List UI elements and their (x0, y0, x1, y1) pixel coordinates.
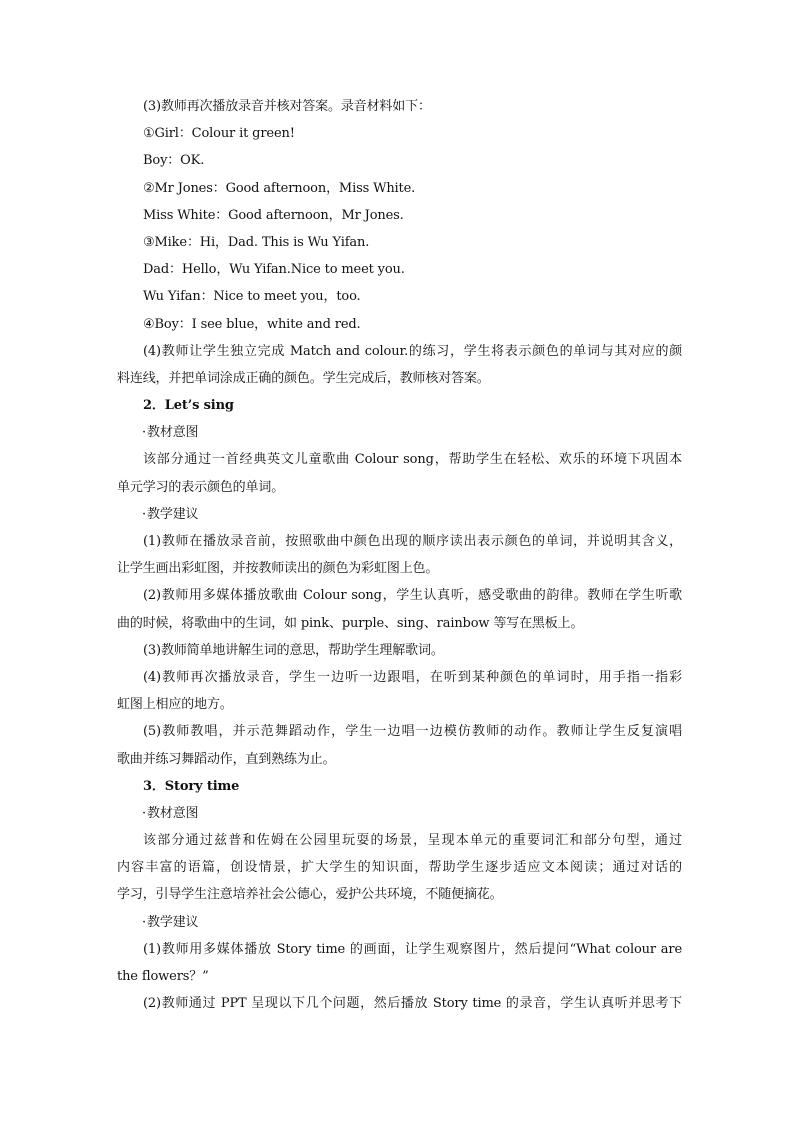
text-line: Wu Yifan：Nice to meet you，too. (143, 289, 361, 305)
text-line: 让学生画出彩虹图，并按教师读出的颜色为彩虹图上色。 (117, 561, 439, 577)
text-line: ①Girl：Colour it green! (143, 126, 295, 142)
text-line: 学习，引导学生注意培养社会公德心，爱护公共环境，不随便摘花。 (117, 887, 503, 903)
text-line: (4)教师再次播放录音，学生一边听一边跟唱，在听到某种颜色的单词时，用手指一指彩 (143, 669, 682, 685)
document-page (117, 93, 682, 1017)
text-line: 料连线，并把单词涂成正确的颜色。学生完成后，教师核对答案。 (117, 370, 490, 386)
text-line: 内容丰富的语篇，创设情景，扩大学生的知识面，帮助学生逐步适应文本阅读；通过对话的 (117, 860, 682, 876)
subheading-intent: · 教材意图 (117, 419, 682, 446)
section-heading-story-time: 3．Story time (143, 778, 240, 794)
text-line: (3)教师简单地讲解生词的意思，帮助学生理解歌词。 (143, 642, 444, 658)
text-line: 歌曲并练习舞蹈动作，直到熟练为止。 (117, 751, 336, 767)
text-line: (3)教师再次播放录音并核对答案。录音材料如下： (143, 99, 431, 114)
text-line: (5)教师教唱，并示范舞蹈动作，学生一边唱一边模仿教师的动作。教师让学生反复演唱 (143, 724, 682, 740)
text-line: 曲的时候，将歌曲中的生词，如 pink、purple、sing、rainbow 等写在黑板上。 (117, 615, 584, 631)
text-line: (1)教师在播放录音前，按照歌曲中颜色出现的顺序读出表示颜色的单词，并说明其含义， (143, 534, 682, 549)
text-line: ④Boy：I see blue，white and red. (143, 316, 361, 332)
text-line: Miss White：Good afternoon，Mr Jones. (143, 207, 404, 223)
text-line: 虹图上相应的地方。 (117, 697, 233, 713)
text-line: (1)教师用多媒体播放 Story time 的画面，让学生观察图片，然后提问“What colour are (143, 941, 682, 957)
subheading-suggestions: · 教学建议 (117, 501, 682, 528)
text-line: Boy：OK. (143, 153, 205, 169)
text-line: (2)教师通过 PPT 呈现以下几个问题，然后播放 Story time 的录音，学生认真听并思考下 (143, 996, 682, 1012)
text-line: (4)教师让学生独立完成 Match and colour.的练习，学生将表示颜色的单词与其对应的颜 (143, 343, 682, 359)
subheading-suggestions: · 教学建议 (117, 909, 682, 936)
text-line: ③Mike：Hi，Dad. This is Wu Yifan. (143, 234, 370, 250)
text-line: 该部分通过一首经典英文儿童歌曲 Colour song，帮助学生在轻松、欢乐的环境下巩固本 (143, 452, 682, 468)
text-line: 单元学习的表示颜色的单词。 (117, 479, 285, 495)
text-line: Dad：Hello，Wu Yifan.Nice to meet you. (143, 262, 405, 278)
text-line: (2)教师用多媒体播放歌曲 Colour song，学生认真听，感受歌曲的韵律。教师在学生听歌 (143, 588, 682, 604)
text-line: the flowers？” (117, 969, 209, 984)
text-line: ②Mr Jones：Good afternoon，Miss White. (143, 180, 416, 196)
subheading-intent: · 教材意图 (117, 800, 682, 827)
section-heading-lets-sing: 2．Let’s sing (143, 398, 234, 414)
text-line: 该部分通过兹普和佐姆在公园里玩耍的场景，呈现本单元的重要词汇和部分句型，通过 (143, 833, 682, 849)
